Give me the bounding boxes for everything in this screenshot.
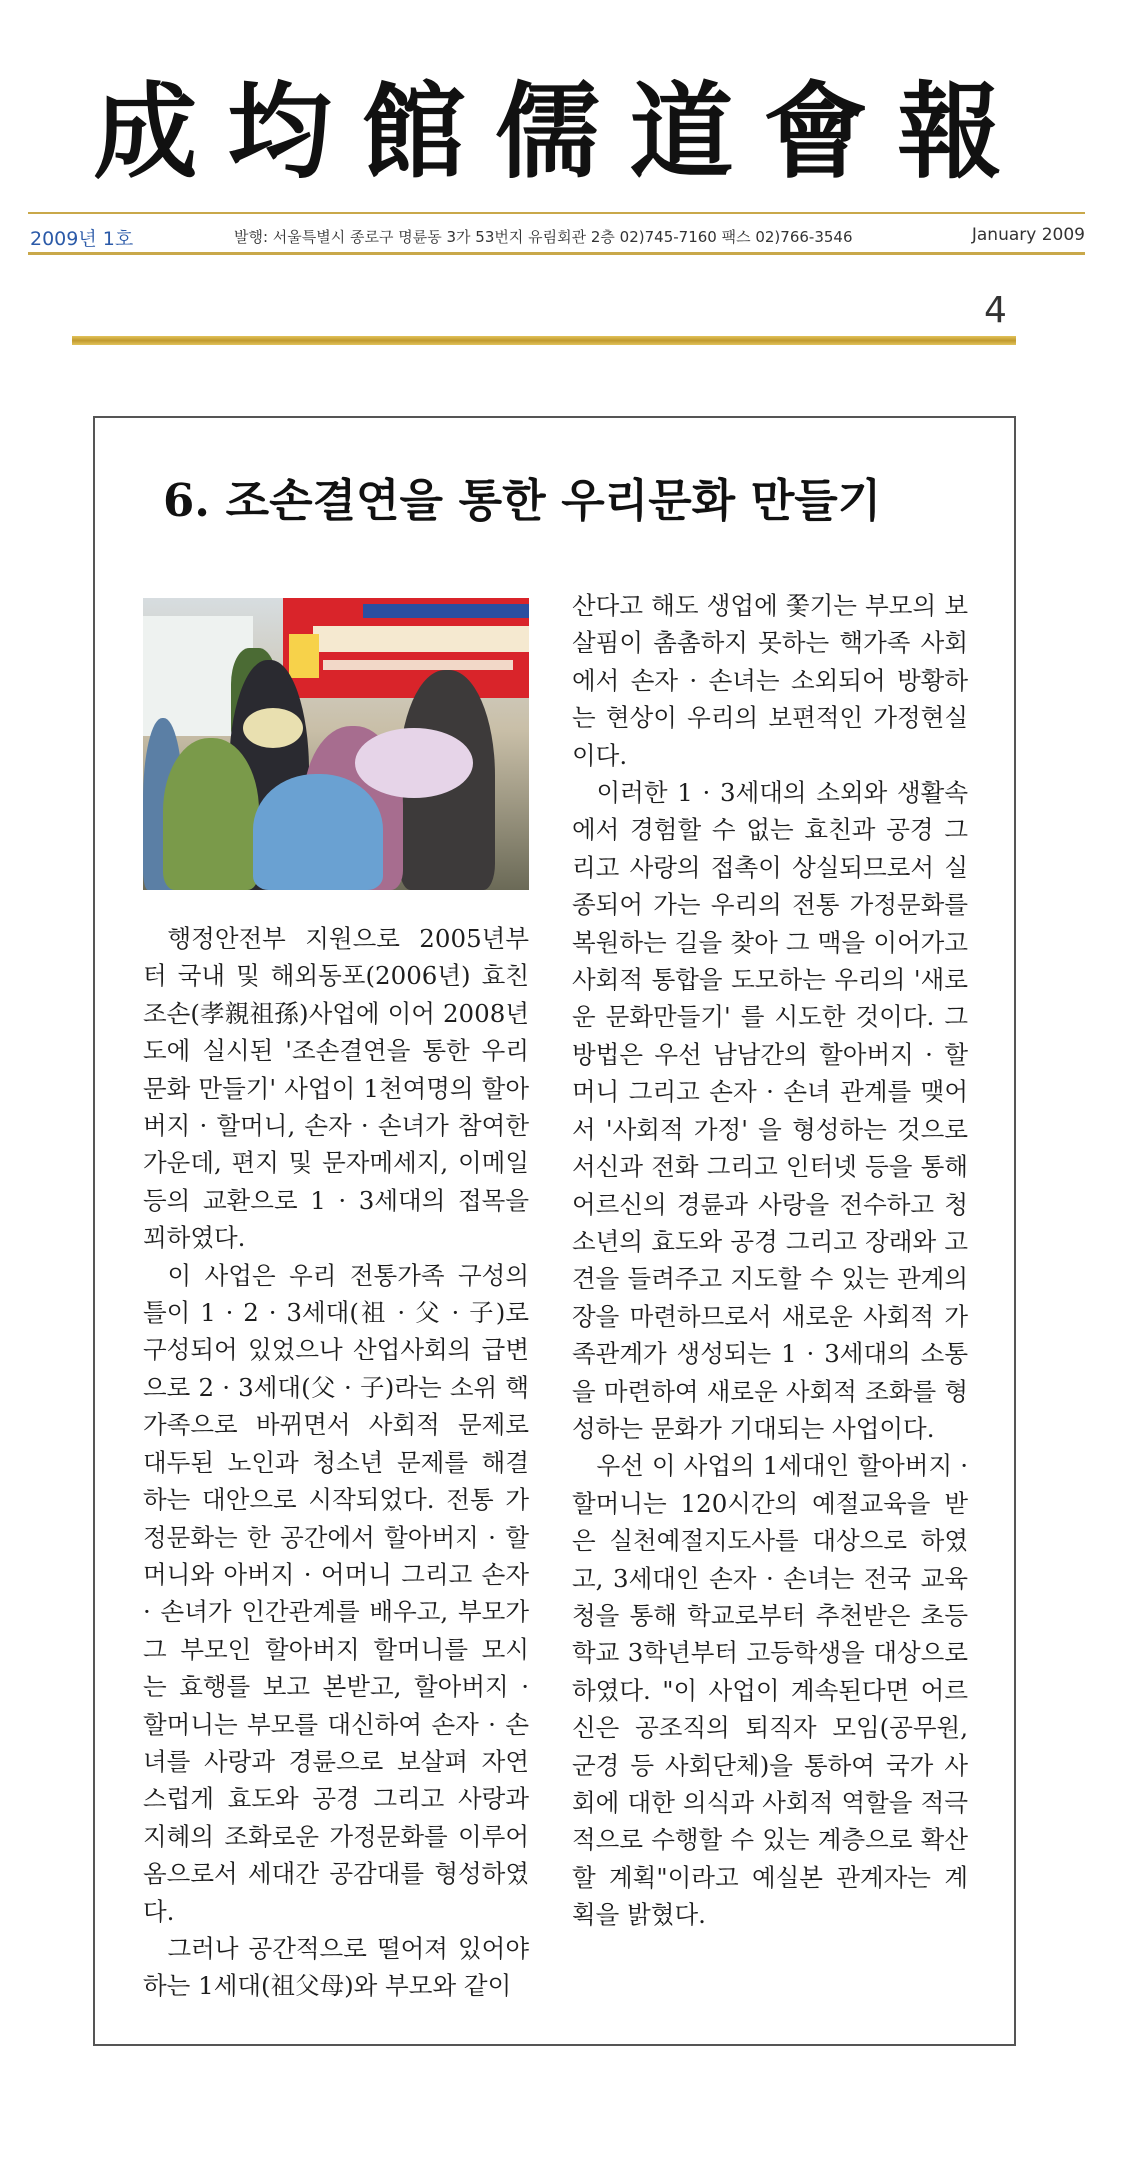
masthead-rule-bottom [28,252,1085,255]
photo-person [253,774,383,890]
gold-divider-band [72,336,1016,345]
photo-banner-subline [323,660,513,670]
article-paragraph-continued: 산다고 해도 생업에 쫓기는 부모의 보살핌이 촘촘하지 못하는 핵가족 사회에서 손자 · 손녀는 소외되어 방황하는 현상이 우리의 보편적인 가정현실이다. [572,591,968,770]
article-photo [143,598,529,890]
issue-number: 2009년 1호 [30,228,134,250]
article-column-right [572,587,968,1934]
masthead-rule-top [28,212,1085,214]
article-paragraph: 행정안전부 지원으로 2005년부터 국내 및 해외동포(2006년) 효친조손(孝親祖孫)사업에 이어 2008년도에 실시된 '조손결연을 통한 우리문화 만들기' 사업이 1천여명의 할아버지 · 할머니, 손자 · 손녀가 참여한 가운데, 편지 및 문자메세지, 이메일 등의 교환으로 1 · 3세대의 접목을 꾀하였다. [143,924,529,1253]
photo-flower-bouquet [243,708,303,748]
newspaper-masthead: 成均館儒道會報 [93,70,1032,193]
article-paragraph: 그러나 공간적으로 떨어져 있어야 하는 1세대(祖父母)와 부모와 같이 [143,1933,529,2001]
photo-flower-bouquet [355,728,473,798]
photo-banner [283,598,529,698]
page-number: 4 [984,290,1007,331]
publisher-address: 발행: 서울특별시 종로구 명륜동 3가 53번지 유림회관 2층 02)745-7160 팩스 02)766-3546 [234,228,853,246]
photo-banner-text-area [313,626,529,652]
photo-banner-strip [363,604,529,618]
article-paragraph: 우선 이 사업의 1세대인 할아버지 · 할머니는 120시간의 예절교육을 받은 실천예절지도사를 대상으로 하였고, 3세대인 손자 · 손녀는 전국 교육청을 통해 학교로부터 추천받은 초등학교 3학년부터 고등학생을 대상으로 하였다. "이 사업이 계속된다면 어르신은 공조직의 퇴직자 모임(공무원, 군경 등 사회단체)을 통하여 국가 사회에 대한 의식과 사회적 역할을 적극적으로 수행할 수 있는 계층으로 확산할 계획"이라고 예실본 관계자는 계획을 밝혔다. [572,1451,968,1930]
publication-info-bar [30,222,1085,248]
photo-person [163,738,259,890]
article-paragraph: 이러한 1 · 3세대의 소외와 생활속에서 경험할 수 없는 효친과 공경 그리고 사랑의 접촉이 상실되므로서 실종되어 가는 우리의 전통 가정문화를 복원하는 길을 찾아 그 맥을 이어가고 사회적 통합을 도모하는 우리의 '새로운 문화만들기' 를 시도한 것이다. 그 방법은 우선 남남간의 할아버지 · 할머니 그리고 손자 · 손녀 관계를 맺어서 '사회적 가정' 을 형성하는 것으로 서신과 전화 그리고 인터넷 등을 통해 어르신의 경륜과 사랑을 전수하고 청소년의 효도와 공경 그리고 장래와 고견을 들려주고 지도할 수 있는 관계의 장을 마련하므로서 새로운 사회적 가족관계가 생성되는 1 · 3세대의 소통을 마련하여 새로운 사회적 조화를 형성하는 문화가 기대되는 사업이다. [572,778,968,1443]
issue-month: January 2009 [971,225,1085,245]
photo-banner-emblem [289,634,319,678]
article-title: 6. 조손결연을 통한 우리문화 만들기 [163,474,882,527]
article-column-left [143,920,529,2005]
article-paragraph: 이 사업은 우리 전통가족 구성의 틀이 1 · 2 · 3세대(祖 · 父 · 子)로 구성되어 있었으나 산업사회의 급변으로 2 · 3세대(父 · 子)라는 소위 핵가족으로 바뀌면서 사회적 문제로 대두된 노인과 청소년 문제를 해결하는 대안으로 시작되었다. 전통 가정문화는 한 공간에서 할아버지 · 할머니와 아버지 · 어머니 그리고 손자 · 손녀가 인간관계를 배우고, 부모가 그 부모인 할아버지 할머니를 모시는 효행를 보고 본받고, 할아버지 · 할머니는 부모를 대신하여 손자 · 손녀를 사랑과 경륜으로 보살펴 자연스럽게 효도와 공경 그리고 사랑과 지혜의 조화로운 가정문화를 이루어 옴으로서 세대간 공감대를 형성하였다. [143,1260,529,1926]
